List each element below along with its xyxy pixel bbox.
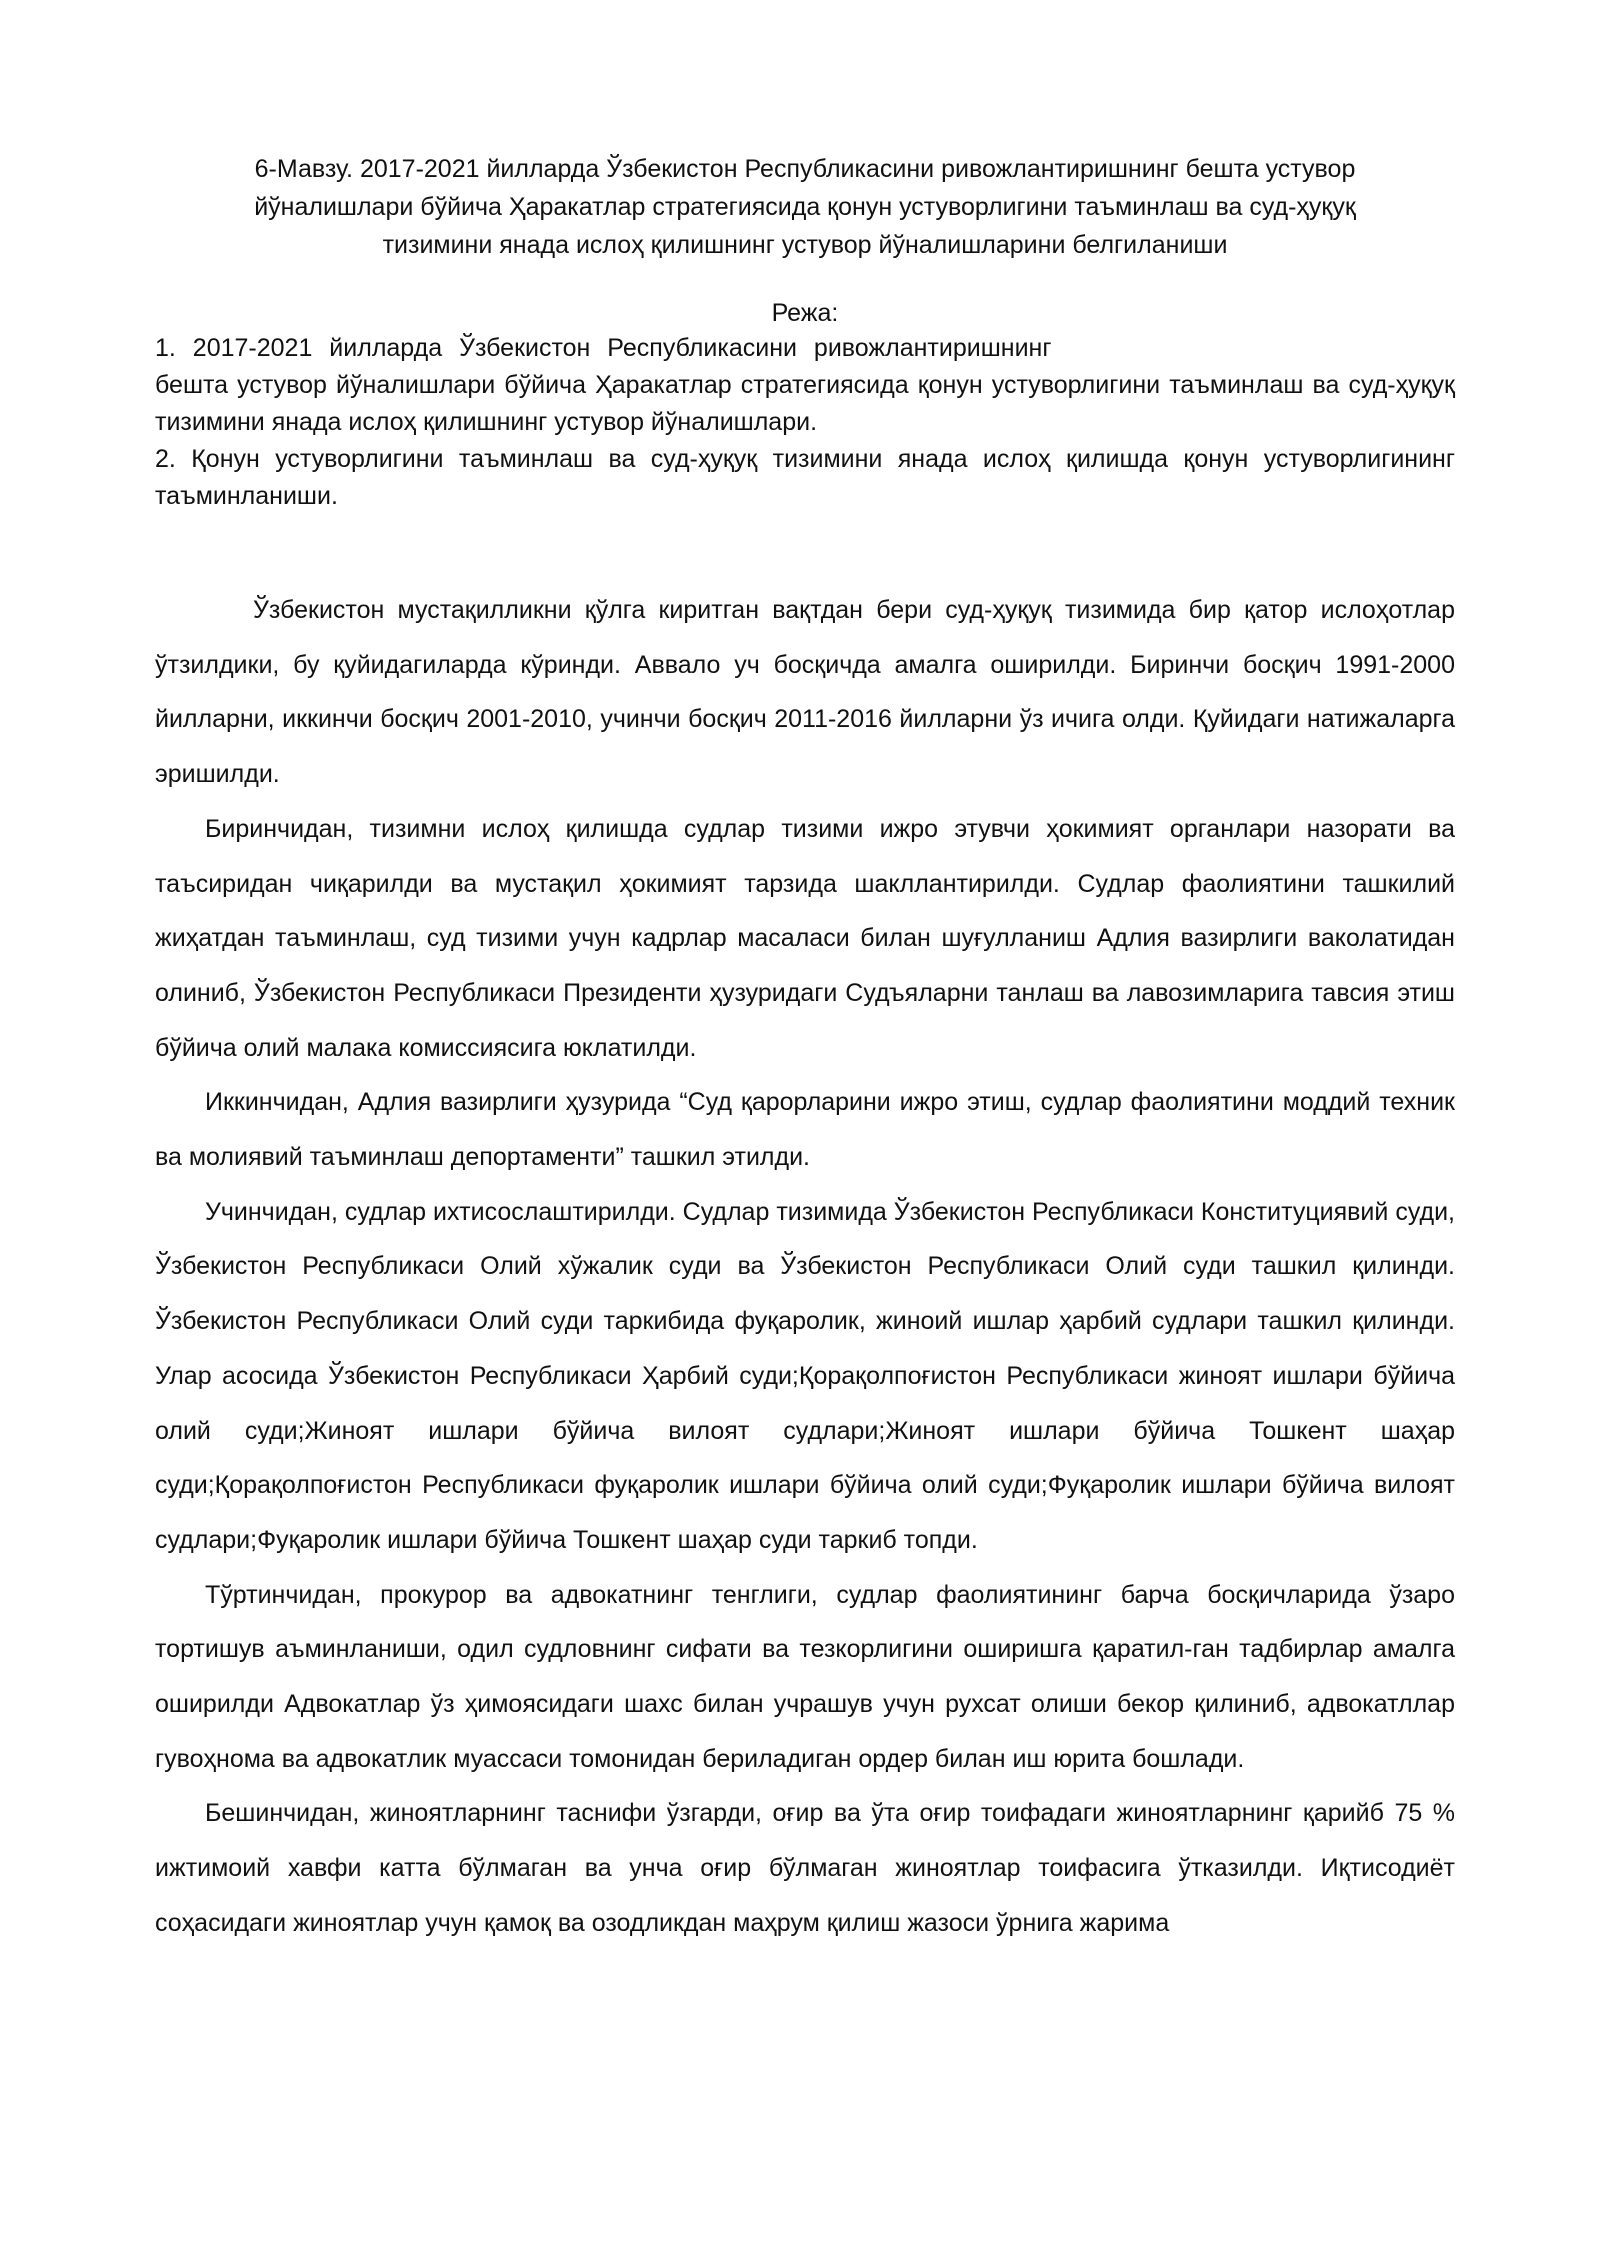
document-title (155, 150, 1455, 264)
document-page (155, 150, 1455, 1951)
plan-heading: Режа: (771, 299, 839, 327)
body-text (155, 583, 1455, 1951)
plan-item-1-first-line: 1. 2017-2021 йилларда Ўзбекистон Республикасини ривожлантиришнинг (155, 334, 1052, 362)
paragraph: Иккинчидан, Адлия вазирлиги ҳузурида “Суд қарорларини ижро этиш, судлар фаолиятини моддий техник ва молиявий таъминлаш депортаменти” ташкил этилди. (155, 1088, 1455, 1172)
plan-item-1-rest: бешта устувор йўналишлари бўйича Ҳаракатлар стратегиясида қонун устуворлигини таъминлаш ва суд-ҳуқуқ тизимини янада ислоҳ қилишнинг устувор йўналишлари. (155, 371, 1455, 436)
paragraph: Бешинчидан, жиноятларнинг таснифи ўзгарди, оғир ва ўта оғир тоифадаги жиноятларнинг қарийб 75 % ижтимоий хавфи катта бўлмаган ва унча оғир бўлмаган жиноятлар тоифасига ўтказилди. Иқтисодиёт соҳасидаги жиноятлар учун қамоқ ва озодликдан маҳрум қилиш жазоси ўрнига жарима (155, 1799, 1455, 1937)
paragraph: Биринчидан, тизимни ислоҳ қилишда судлар тизими ижро этувчи ҳокимият органлари назорати ва таъсиридан чиқарилди ва мустақил ҳокимият тарзида шакллантирилди. Судлар фаолиятини ташкилий жиҳатдан таъминлаш, суд тизими учун кадрлар масаласи билан шуғулланиш Адлия вазирлиги ваколатидан олиниб, Ўзбекистон Республикаси Президенти ҳузуридаги Судъяларни танлаш ва лавозимларига тавсия этиш бўйича олий малака комиссиясига юклатилди. (155, 814, 1455, 1062)
title-line: 6-Мавзу. 2017-2021 йилларда Ўзбекистон Республикасини ривожлантиришнинг бешта устувор (254, 155, 1356, 183)
paragraph: Ўзбекистон мустақилликни қўлга киритган вақтдан бери суд-ҳуқуқ тизимида бир қатор ислоҳотлар ўтзилдики, бу қуйидагиларда кўринди. Аввало уч босқичда амалга оширилди. Биринчи босқич 1991-2000 йилларни, иккинчи босқич 2001-2010, учинчи босқич 2011-2016 йилларни ўз ичига олди. Қуйидаги натижаларга эришилди. (155, 596, 1455, 789)
paragraph: Тўртинчидан, прокурор ва адвокатнинг тенглиги, судлар фаолиятининг барча босқичларида ўзаро тортишув аъминланиши, одил судловнинг сифати ва тезкорлигини оширишга қаратил-ган тадбирлар амалга оширилди Адвокатлар ўз ҳимоясидаги шахс билан учрашув учун рухсат олиши бекор қилиниб, адвокатллар гувоҳнома ва адвокатлик муассаси томонидан бериладиган ордер билан иш юрита бошлади. (155, 1580, 1455, 1773)
paragraph: Учинчидан, судлар ихтисослаштирилди. Судлар тизимида Ўзбекистон Республикаси Конституциявий суди, Ўзбекистон Республикаси Олий хўжалик суди ва Ўзбекистон Республикаси Олий суди ташкил қилинди. Ўзбекистон Республикаси Олий суди таркибида фуқаролик, жиноий ишлар ҳарбий судлари ташкил қилинди. Улар асосида Ўзбекистон Республикаси Ҳарбий суди;Қорақолпоғистон Республикаси жиноят ишлари бўйича олий суди;Жиноят ишлари бўйича вилоят судлари;Жиноят ишлари бўйича Тошкент шаҳар суди;Қорақолпоғистон Республикаси фуқаролик ишлари бўйича олий суди;Фуқаролик ишлари бўйича вилоят судлари;Фуқаролик ишлари бўйича Тошкент шаҳар суди таркиб топди. (155, 1197, 1455, 1554)
plan-item-1 (155, 330, 1455, 441)
title-line: тизимини янада ислоҳ қилишнинг устувор йўналишларини белгиланиши (382, 231, 1228, 259)
plan-item-2: 2. Қонун устуворлигини таъминлаш ва суд-ҳуқуқ тизимини янада ислоҳ қилишда қонун устуворлигининг таъминланиши. (155, 445, 1455, 510)
title-line: йўналишлари бўйича Ҳаракатлар стратегиясида қонун устуворлигини таъминлаш ва суд-ҳуқуқ (254, 193, 1356, 221)
